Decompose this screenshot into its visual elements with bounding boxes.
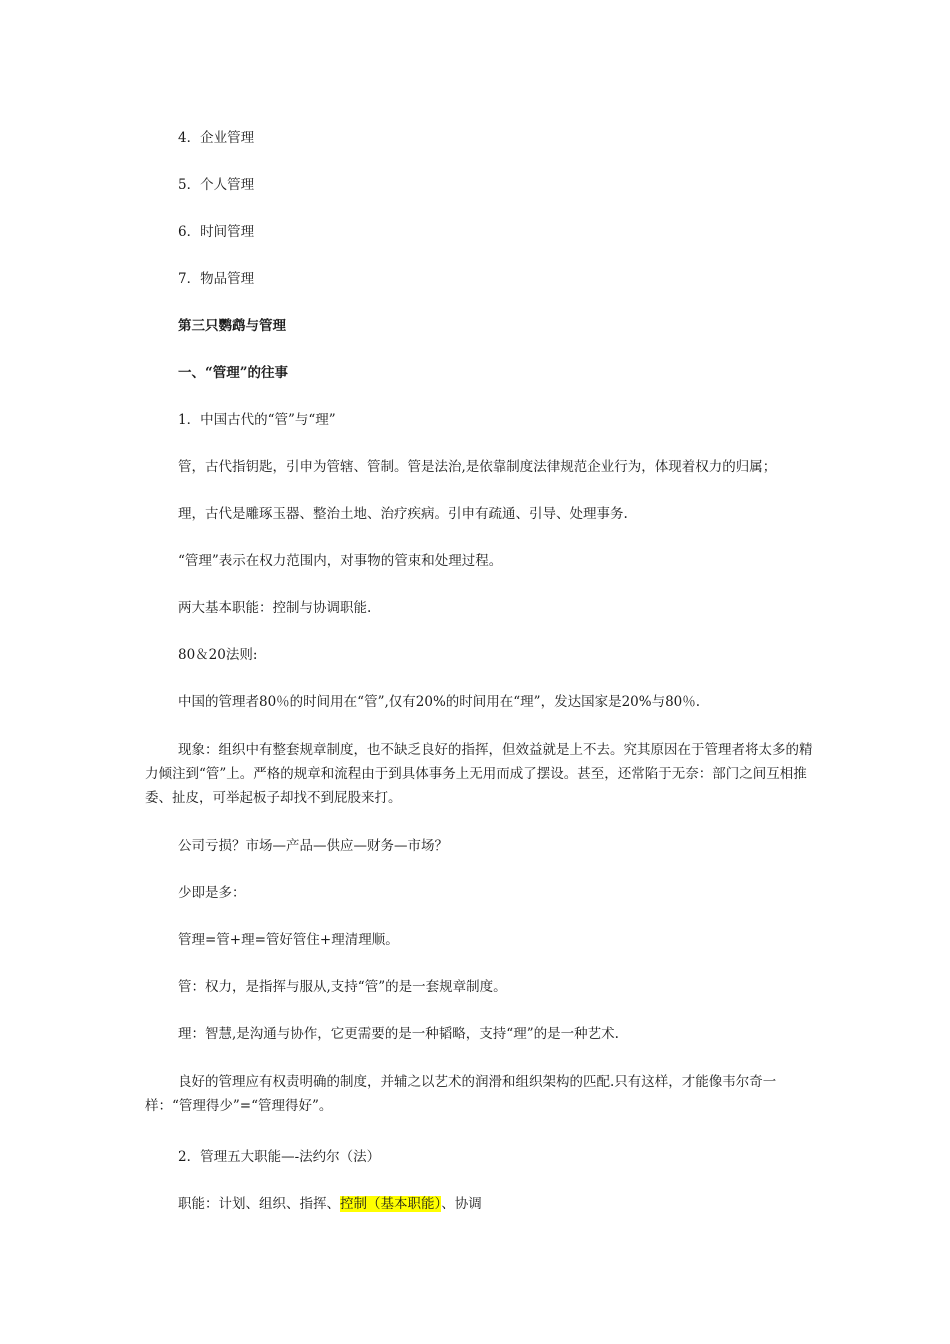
paragraph: 理：智慧,是沟通与协作，它更需要的是一种韬略，支持“理”的是一种艺术. bbox=[178, 1026, 619, 1042]
paragraph: 中国的管理者80％的时间用在“管”,仅有20%的时间用在“理”，发达国家是20%与80％. bbox=[178, 694, 701, 710]
paragraph: 少即是多： bbox=[178, 885, 246, 901]
highlighted-text: 控制（基本职能） bbox=[340, 1196, 442, 1212]
paragraph: 2．管理五大职能—-法约尔（法） bbox=[178, 1149, 381, 1165]
paragraph: “管理”表示在权力范围内，对事物的管束和处理过程。 bbox=[178, 553, 503, 569]
list-item-enterprise-management: 4．企业管理 bbox=[178, 130, 255, 146]
paragraph-functions bbox=[178, 1194, 818, 1214]
functions-suffix: 、协调 bbox=[441, 1196, 482, 1212]
paragraph-phenomenon: 现象：组织中有整套规章制度，也不缺乏良好的指挥，但效益就是上不去。究其原因在于管理者将太多的精力倾注到“管”上。严格的规章和流程由于到具体事务上无用而成了摆设。甚至，还常陷于无奈：部门之间互相推委、扯皮，可举起板子却找不到屁股来打。 bbox=[145, 742, 813, 806]
list-item-time-management: 6．时间管理 bbox=[178, 224, 255, 240]
paragraph: 公司亏损？市场—产品—供应—财务—市场？ bbox=[178, 838, 448, 854]
paragraph: 管，古代指钥匙，引申为管辖、管制。管是法治,是依靠制度法律规范企业行为，体现着权力的归属； bbox=[178, 459, 777, 475]
subsection-heading: 一、“管理”的往事 bbox=[178, 365, 289, 381]
paragraph: 管：权力，是指挥与服从,支持“管”的是一套规章制度。 bbox=[178, 979, 507, 995]
paragraph: 两大基本职能：控制与协调职能. bbox=[178, 600, 372, 616]
paragraph-good-management: 良好的管理应有权责明确的制度，并辅之以艺术的润滑和组织架构的匹配.只有这样，才能像韦尔奇一样：“管理得少”=“管理得好”。 bbox=[145, 1074, 777, 1114]
paragraph: 管理=管+理=管好管住+理清理顺。 bbox=[178, 932, 399, 948]
section-heading: 第三只鹦鹉与管理 bbox=[178, 318, 286, 334]
paragraph: 理，古代是雕琢玉器、整治土地、治疗疾病。引申有疏通、引导、处理事务. bbox=[178, 506, 628, 522]
list-item-goods-management: 7．物品管理 bbox=[178, 271, 255, 287]
list-item-personal-management: 5．个人管理 bbox=[178, 177, 255, 193]
paragraph: 80＆20法则: bbox=[178, 647, 258, 663]
paragraph: 1．中国古代的“管”与“理” bbox=[178, 412, 336, 428]
functions-prefix: 职能：计划、组织、指挥、 bbox=[178, 1196, 340, 1212]
